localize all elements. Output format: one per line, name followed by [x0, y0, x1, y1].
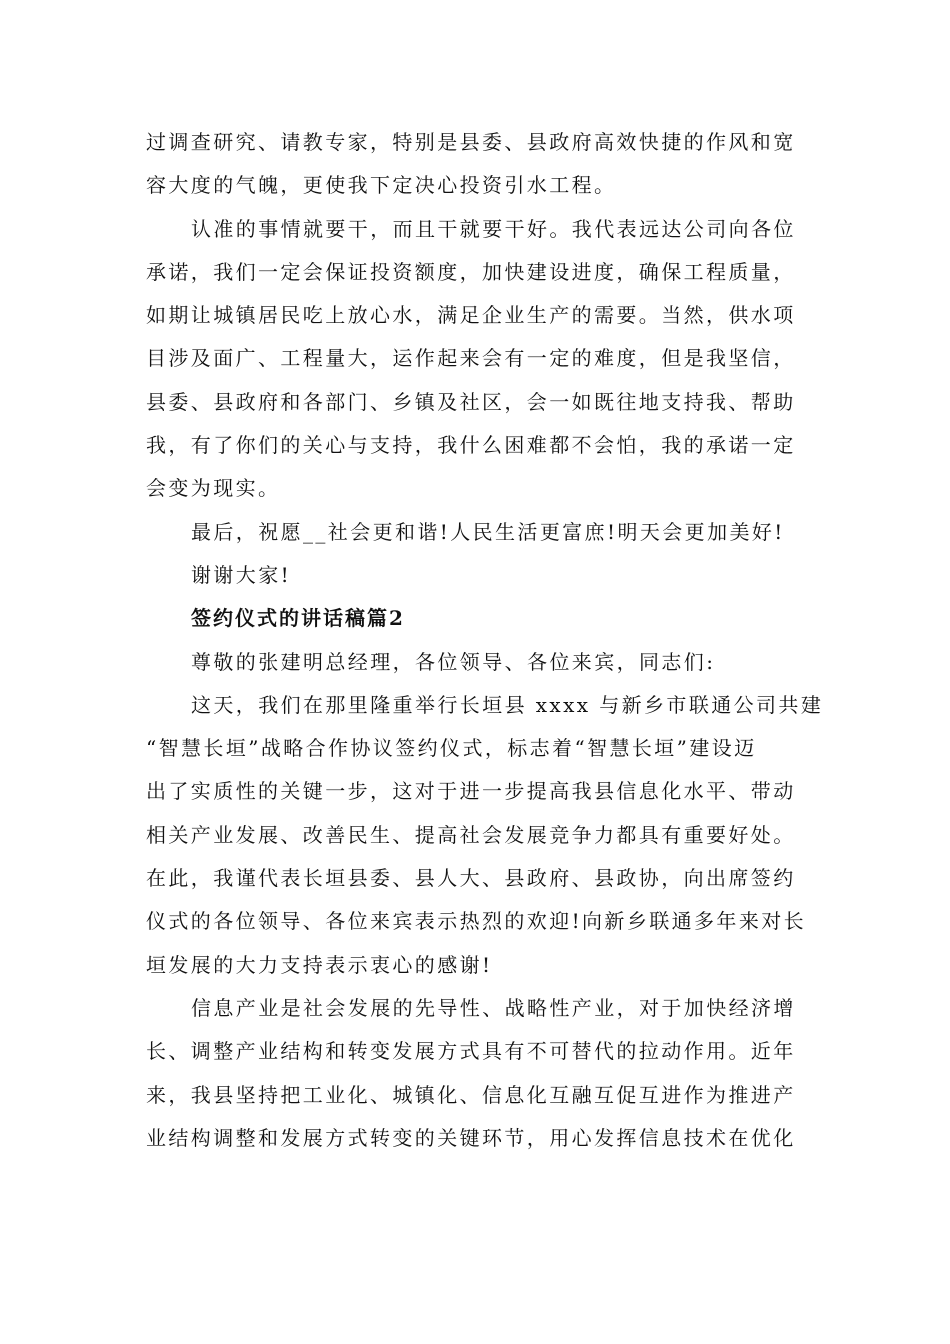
text-line: 相关产业发展、改善民生、提高社会发展竞争力都具有重要好处。 — [146, 822, 796, 847]
text-line: 容大度的气魄，更使我下定决心投资引水工程。 — [146, 173, 617, 198]
text-line: 目涉及面广、工程量大，运作起来会有一定的难度，但是我坚信， — [146, 346, 796, 371]
paragraph-salutation — [146, 641, 806, 684]
text-line: 垣发展的大力支持表示衷心的感谢! — [146, 952, 493, 977]
section-heading: 签约仪式的讲话稿篇2 — [191, 606, 405, 631]
paragraph-today — [146, 684, 824, 987]
paragraph-thanks — [146, 554, 806, 597]
text-line: 仪式的各位领导、各位来宾表示热烈的欢迎!向新乡联通多年来对长 — [146, 909, 807, 934]
text-line: 长、调整产业结构和转变发展方式具有不可替代的拉动作用。近年 — [146, 1039, 796, 1064]
text-line: 如期让城镇居民吃上放心水，满足企业生产的需要。当然，供水项 — [146, 303, 796, 328]
text-line: 会变为现实。 — [146, 476, 281, 501]
text-line: 认准的事情就要干，而且干就要干好。我代表远达公司向各位 — [191, 216, 796, 241]
text-line: 过调查研究、请教专家，特别是县委、县政府高效快捷的作风和宽 — [146, 130, 796, 154]
text-line: 信息产业是社会发展的先导性、战略性产业，对于加快经济增 — [191, 995, 796, 1020]
text-line: 我，有了你们的关心与支持，我什么困难都不会怕，我的承诺一定 — [146, 433, 796, 458]
text-line: 在此，我谨代表长垣县委、县人大、县政府、县政协，向出席签约 — [146, 866, 796, 891]
text-line: 县委、县政府和各部门、乡镇及社区，会一如既往地支持我、帮助 — [146, 389, 796, 414]
document-page — [146, 121, 824, 1160]
paragraph-continuation — [146, 121, 806, 208]
text-line: 尊敬的张建明总经理，各位领导、各位来宾，同志们: — [191, 649, 716, 674]
text-line: 出了实质性的关键一步，这对于进一步提高我县信息化水平、带动 — [146, 779, 796, 804]
paragraph-promise — [146, 208, 806, 511]
text-line: “智慧长垣”战略合作协议签约仪式，标志着“智慧长垣”建设迈 — [146, 736, 757, 761]
text-line: 业结构调整和发展方式转变的关键环节，用心发挥信息技术在优化 — [146, 1125, 796, 1150]
text-line: 这天，我们在那里隆重举行长垣县 xxxx 与新乡市联通公司共建 — [191, 692, 824, 717]
paragraph-wish — [146, 511, 806, 554]
text-line: 承诺，我们一定会保证投资额度，加快建设进度，确保工程质量， — [146, 259, 796, 284]
text-line: 最后，祝愿__社会更和谐!人民生活更富庶!明天会更加美好! — [191, 519, 785, 544]
text-line: 来，我县坚持把工业化、城镇化、信息化互融互促互进作为推进产 — [146, 1082, 796, 1107]
text-line: 谢谢大家! — [191, 562, 292, 587]
paragraph-industry — [146, 987, 806, 1160]
